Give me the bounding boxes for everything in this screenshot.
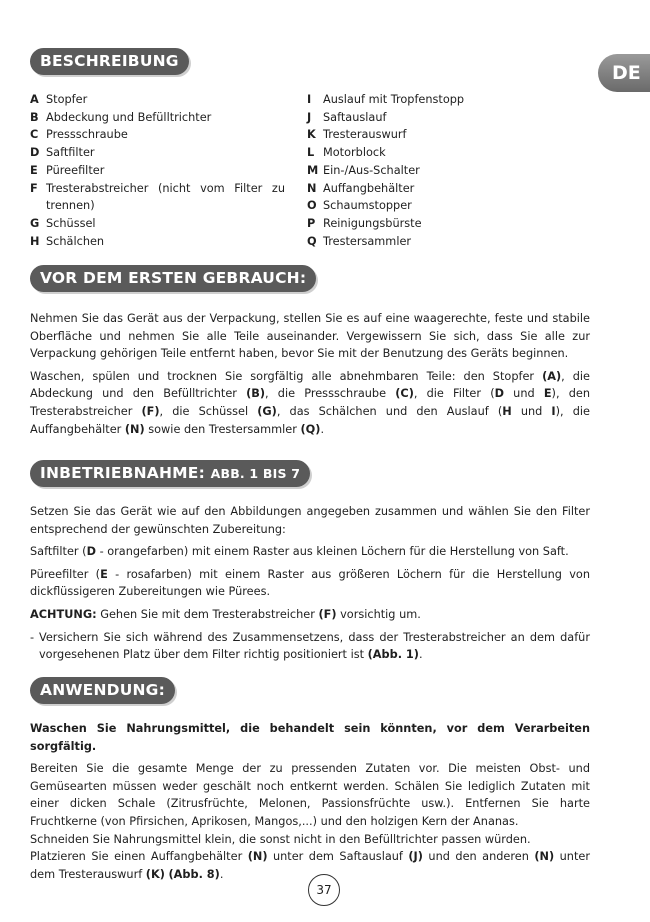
bold-ref: (N) (534, 850, 555, 864)
part-key: M (307, 163, 319, 177)
heading-main: INBETRIEBNAHME: (40, 464, 205, 482)
part-key: L (307, 146, 315, 160)
part-key: F (30, 181, 38, 195)
paragraph-bold (30, 720, 590, 755)
bold-ref: I (551, 404, 556, 418)
part-item (307, 144, 590, 162)
part-label: Auffangbehälter (323, 181, 415, 195)
bold-ref: (Q) (300, 422, 321, 436)
paragraph: Schneiden Sie Nahrungsmittel klein, die sonst nicht in den Befülltrichter passen würden. (30, 832, 531, 846)
bold-ref: (F) (141, 404, 160, 418)
heading-inbetriebnahme (30, 460, 310, 487)
part-label: Stopfer (46, 93, 88, 106)
part-item (30, 215, 285, 233)
part-item (307, 180, 590, 198)
part-label: Tresterabstreicher (nicht vom Filter zu trennen) (46, 181, 285, 213)
part-item (307, 162, 590, 180)
part-item (307, 126, 590, 144)
parts-list-right (307, 91, 590, 250)
paragraph: Nehmen Sie das Gerät aus der Verpackung, stellen Sie es auf eine waagerechte, feste und stabile Oberfläche und nehmen Sie alle Teile auseinander. Vergewissern Sie sich, dass Sie alle zur Verpackung gehörigen Teile entfernt haben, bevor Sie mit der Benutzung des Geräts beginnen. (30, 312, 590, 361)
part-item (30, 162, 285, 180)
paragraph: Saftfilter (D - orangefarben) mit einem Raster aus kleinen Löchern für die Herstellung von Saft. (30, 545, 569, 559)
bold-ref: (K) (145, 867, 165, 881)
paragraph: Bereiten Sie die gesamte Menge der zu pressenden Zutaten vor. Die meisten Obst- und Gemüsearten müssen weder geschält noch entkernt werden. Schälen Sie lediglich Zutaten mit einer dicken Schale (Zitrusfrüchte, Melonen, Passionsfrüchte usw.). Entfernen Sie harte Fruchtkerne (von Pfirsichen, Aprikosen, Mangos,...) und den holzigen Kern der Ananas. (30, 762, 590, 828)
bold-ref: (G) (257, 404, 277, 418)
bold-ref: (A) (542, 369, 562, 383)
part-key: D (30, 146, 40, 160)
heading-anwendung: ANWENDUNG: (30, 677, 175, 704)
part-label: Schüssel (46, 216, 96, 230)
part-key: E (30, 163, 38, 177)
bold-ref: E (543, 387, 552, 401)
part-label: Püreefilter (46, 163, 105, 177)
bold-ref: (Abb. 8) (168, 867, 220, 881)
parts-list-left (30, 91, 285, 250)
part-label: Reinigungsbürste (323, 216, 422, 230)
part-item (307, 109, 590, 127)
heading-sub: ABB. 1 BIS 7 (210, 466, 301, 481)
part-key: I (307, 93, 312, 106)
bold-ref: (B) (246, 387, 266, 401)
bold-ref: H (502, 404, 512, 418)
part-label: Schälchen (46, 234, 105, 248)
part-key: B (30, 110, 39, 124)
paragraph: Setzen Sie das Gerät wie auf den Abbildungen angegeben zusammen und wählen Sie den Filter entsprechend der gewünschten Zubereitung: (30, 505, 590, 536)
section-vor-dem-ersten-gebrauch (30, 310, 590, 443)
bold-ref: (N) (124, 422, 145, 436)
part-key: C (30, 128, 39, 142)
bold-ref: (F) (318, 607, 337, 621)
paragraph: Platzieren Sie einen Auffangbehälter (N) unter dem Saftauslauf (J) und den anderen (N) unter dem Tresterauswurf (K) (Abb. 8). (30, 850, 590, 881)
heading-beschreibung: BESCHREIBUNG (30, 48, 189, 75)
part-item (30, 126, 285, 144)
part-key: G (30, 216, 40, 230)
part-label: Abdeckung und Befülltrichter (46, 110, 212, 124)
part-item (307, 215, 590, 233)
part-item (307, 197, 590, 215)
paragraph: Versichern Sie sich während des Zusammensetzens, dass der Tresterabstreicher an dem dafür vorgesehenen Platz über dem Filter richtig positioniert ist (Abb. 1). (39, 630, 590, 662)
bold-ref: D (86, 545, 96, 559)
part-item (30, 233, 285, 251)
language-tab: DE (598, 54, 650, 92)
part-label: Tresterauswurf (323, 128, 407, 142)
part-key: P (307, 216, 316, 230)
part-item (30, 180, 285, 215)
part-key: A (30, 93, 39, 106)
paragraph: Püreefilter (E - rosafarben) mit einem Raster aus größeren Löchern für die Herstellung von dickflüssigeren Zubereitungen wie Pürees. (30, 567, 590, 599)
part-label: Motorblock (323, 146, 386, 160)
bold-ref: (C) (395, 387, 414, 401)
section-inbetriebnahme (30, 503, 590, 669)
bold-ref: D (494, 387, 504, 401)
part-key: N (307, 181, 317, 195)
page-number: 37 (308, 874, 340, 906)
part-label: Saftfilter (46, 146, 95, 160)
part-key: H (30, 234, 40, 248)
part-label: Auslauf mit Tropfenstopp (323, 93, 465, 106)
paragraph: Waschen, spülen und trocknen Sie sorgfältig alle abnehmbaren Teile: den Stopfer (A), die Abdeckung und den Befülltrichter (B), die Pressschraube (C), die Filter (D und E), den Tresterabstreicher (F), die Schüssel (G), das Schälchen und den Auslauf (H und I), die Auffangbehälter (N) sowie den Trestersammler (Q). (30, 369, 590, 436)
dash-marker: - (30, 630, 35, 644)
warning-paragraph: ACHTUNG: Gehen Sie mit dem Tresterabstreicher (F) vorsichtig um. (30, 607, 421, 621)
part-label: Ein-/Aus-Schalter (323, 163, 420, 177)
part-label: Saftauslauf (323, 110, 387, 124)
heading-vor-dem-ersten-gebrauch: VOR DEM ERSTEN GEBRAUCH: (30, 265, 316, 292)
bold-ref: E (100, 567, 108, 581)
bold-ref: ACHTUNG: (30, 607, 97, 621)
section-anwendung (30, 720, 590, 888)
part-key: Q (307, 234, 317, 248)
bold-ref: (Abb. 1) (367, 648, 419, 662)
bold-ref: (J) (408, 850, 423, 864)
part-key: O (307, 199, 317, 213)
bold-ref: Waschen Sie Nahrungsmittel, die behandelt sein könnten, vor dem Verarbeiten sorgfältig. (30, 722, 590, 753)
dash-item (30, 629, 590, 669)
part-item (307, 91, 590, 109)
part-item (307, 233, 590, 251)
part-item (30, 91, 285, 109)
part-key: J (307, 110, 312, 124)
part-label: Trestersammler (323, 234, 412, 248)
part-item (30, 144, 285, 162)
part-key: K (307, 128, 316, 142)
bold-ref: (N) (247, 850, 268, 864)
part-item (30, 109, 285, 127)
part-label: Pressschraube (46, 128, 128, 142)
part-label: Schaumstopper (323, 199, 412, 213)
